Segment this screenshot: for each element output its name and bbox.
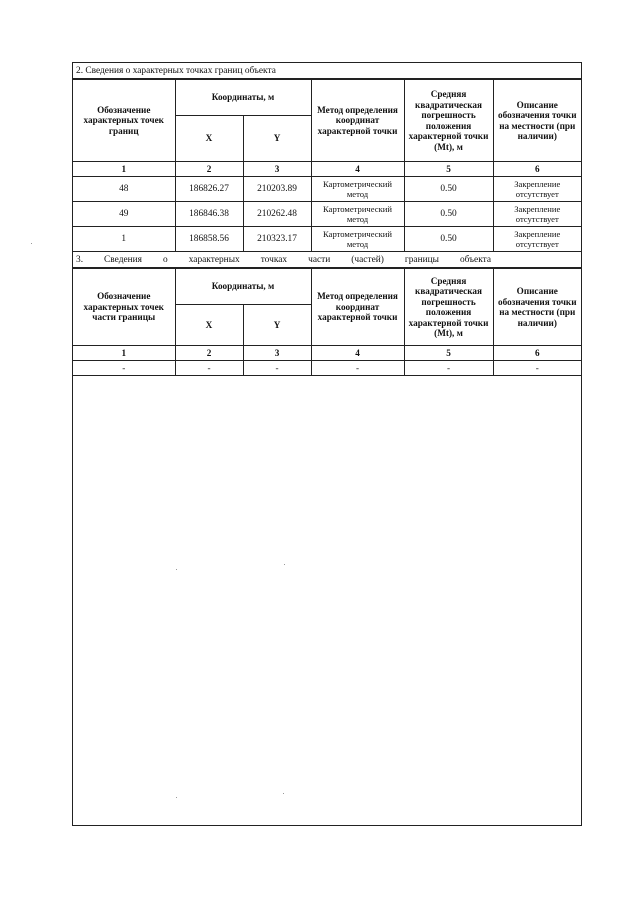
header-coordinates: Координаты, м <box>175 269 311 305</box>
x-cell: 186858.56 <box>175 227 243 252</box>
column-number: 1 <box>73 346 175 361</box>
error-cell: 0.50 <box>404 177 493 202</box>
y-cell: - <box>243 361 311 376</box>
table-row <box>73 177 581 202</box>
point-cell: 1 <box>73 227 175 252</box>
x-cell: 186826.27 <box>175 177 243 202</box>
column-number: 1 <box>73 162 175 177</box>
document-frame <box>72 62 582 826</box>
column-number: 3 <box>243 162 311 177</box>
description-cell: Закрепление отсутствует <box>493 177 581 202</box>
error-cell: 0.50 <box>404 202 493 227</box>
description-cell: Закрепление отсутствует <box>493 202 581 227</box>
method-cell: Картометрический метод <box>311 177 404 202</box>
column-number: 4 <box>311 346 404 361</box>
table-row <box>73 227 581 252</box>
y-cell: 210262.48 <box>243 202 311 227</box>
point-cell: - <box>73 361 175 376</box>
header-coordinates: Координаты, м <box>175 80 311 116</box>
description-cell: Закрепление отсутствует <box>493 227 581 252</box>
header-error: Средняя квадратическая погрешность положения характерной точки (Mt), м <box>404 80 493 162</box>
header-method: Метод определения координат характерной точки <box>311 80 404 162</box>
column-number: 5 <box>404 162 493 177</box>
header-x: X <box>175 305 243 346</box>
column-number: 3 <box>243 346 311 361</box>
header-designation: Обозначение характерных точек части границы <box>73 269 175 346</box>
section-2-table <box>73 79 581 252</box>
table-row <box>73 202 581 227</box>
column-number: 6 <box>493 162 581 177</box>
header-error: Средняя квадратическая погрешность положения характерной точки (Mt), м <box>404 269 493 346</box>
header-designation: Обозначение характерных точек границ <box>73 80 175 162</box>
header-description: Описание обозначения точки на местности (при наличии) <box>493 269 581 346</box>
x-cell: 186846.38 <box>175 202 243 227</box>
speck <box>176 569 177 570</box>
speck <box>284 564 285 565</box>
point-cell: 49 <box>73 202 175 227</box>
column-number: 2 <box>175 162 243 177</box>
column-number: 4 <box>311 162 404 177</box>
column-number: 6 <box>493 346 581 361</box>
header-y: Y <box>243 116 311 162</box>
x-cell: - <box>175 361 243 376</box>
speck <box>176 797 177 798</box>
section-2-title: 2. Сведения о характерных точках границ объекта <box>73 63 581 79</box>
header-x: X <box>175 116 243 162</box>
method-cell: - <box>311 361 404 376</box>
method-cell: Картометрический метод <box>311 227 404 252</box>
header-description: Описание обозначения точки на местности (при наличии) <box>493 80 581 162</box>
column-number: 2 <box>175 346 243 361</box>
header-y: Y <box>243 305 311 346</box>
y-cell: 210203.89 <box>243 177 311 202</box>
description-cell: - <box>493 361 581 376</box>
column-number: 5 <box>404 346 493 361</box>
point-cell: 48 <box>73 177 175 202</box>
error-cell: 0.50 <box>404 227 493 252</box>
y-cell: 210323.17 <box>243 227 311 252</box>
error-cell: - <box>404 361 493 376</box>
section-3-title: 3. Сведения о характерных точках части (частей) границы объекта <box>73 252 581 268</box>
method-cell: Картометрический метод <box>311 202 404 227</box>
section-3-table <box>73 268 581 376</box>
speck <box>31 243 32 244</box>
table-row <box>73 361 581 376</box>
header-method: Метод определения координат характерной точки <box>311 269 404 346</box>
speck <box>283 793 284 794</box>
